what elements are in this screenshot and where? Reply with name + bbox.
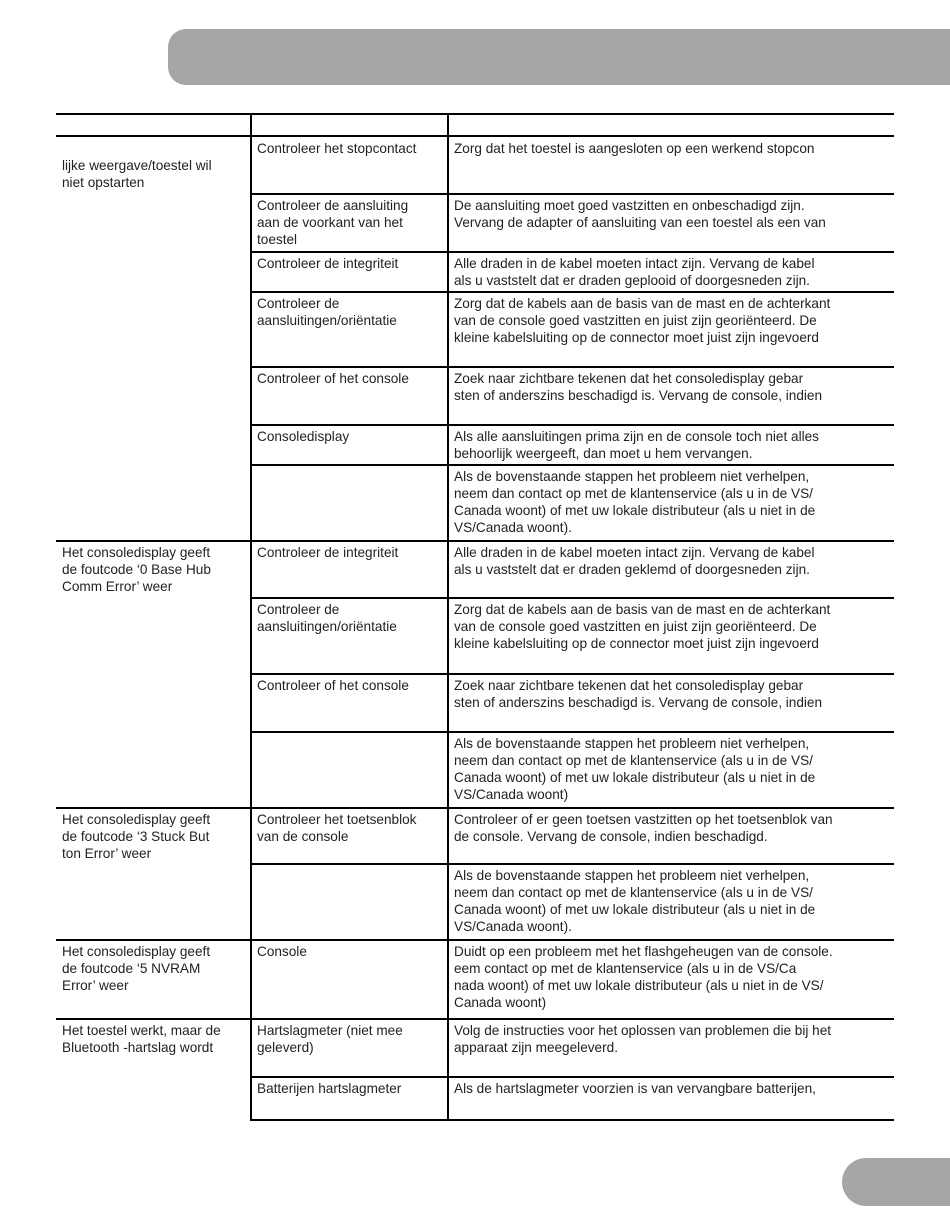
problem-cell: Het consoledisplay geeft de foutcode ‘5 NVRAM Error’ weer [62,944,211,993]
solution-cell: Zorg dat de kabels aan de basis van de mast en de achterkant van de console goed vastzitten en juist zijn georiënteerd. De kleine kabelsluiting op de connector moet juist zijn ingevoerd [454,296,831,345]
item-rule [250,291,894,293]
problem-cell: Het toestel werkt, maar de Bluetooth -hartslag wordt [62,1023,221,1055]
check-cell: Batterijen hartslagmeter [257,1081,402,1096]
solution-cell: Als de bovenstaande stappen het probleem niet verhelpen, neem dan contact op met de klantenservice (als u in de VS/ Canada woont) of met uw lokale distributeur (als u niet in de VS/Canada woont). [454,469,816,535]
solution-cell: Alle draden in de kabel moeten intact zijn. Vervang de kabel als u vaststelt dat er draden geplooid of doorgesneden zijn. [454,256,815,288]
check-cell: Controleer de aansluitingen/oriëntatie [257,602,397,634]
item-rule [250,424,894,426]
column-divider [447,137,449,541]
table-bottom-rule [250,1119,894,1121]
header-top-rule [56,113,894,115]
solution-cell: Als alle aansluitingen prima zijn en de console toch niet alles behoorlijk weergeeft, dan moet u hem vervangen. [454,429,819,461]
column-divider [447,1019,449,1120]
solution-cell: Zorg dat het toestel is aangesloten op een werkend stopcon [454,141,815,156]
group-rule [56,1018,894,1020]
column-divider [250,137,252,541]
check-cell: Console [257,944,307,959]
column-divider [447,940,449,1019]
check-cell: Controleer de aansluiting aan de voorkant van het toestel [257,198,409,247]
item-rule [250,863,894,865]
header-divider [250,113,252,135]
item-rule [250,251,894,253]
solution-cell: Duidt op een probleem met het flashgeheugen van de console. eem contact op met de klantenservice (als u in de VS/Ca nada woont) of met uw lokale distributeur (als u niet in de VS/ Canada woont) [454,944,833,1010]
column-divider [250,808,252,940]
check-cell: Controleer de integriteit [257,545,399,560]
problem-cell: Het consoledisplay geeft de foutcode ‘0 Base Hub Comm Error’ weer [62,545,211,594]
header-bar [168,29,950,85]
problem-cell: lijke weergave/toestel wil niet opstarten [62,158,212,190]
solution-cell: Zorg dat de kabels aan de basis van de mast en de achterkant van de console goed vastzitten en juist zijn georiënteerd. De kleine kabelsluiting op de connector moet juist zijn ingevoerd [454,602,831,651]
solution-cell: De aansluiting moet goed vastzitten en onbeschadigd zijn. Vervang de adapter of aansluiting van een toestel als een van [454,198,826,230]
item-rule [250,464,894,466]
item-rule [250,731,894,733]
check-cell: Controleer de aansluitingen/oriëntatie [257,296,397,328]
header-bottom-rule [56,135,894,137]
item-rule [250,1076,894,1078]
item-rule [250,366,894,368]
solution-cell: Volg de instructies voor het oplossen van problemen die bij het apparaat zijn meegeleverd. [454,1023,832,1055]
item-rule [250,673,894,675]
group-rule [56,540,894,542]
check-cell: Controleer het toetsenblok van de console [257,812,417,844]
column-divider [250,1019,252,1120]
solution-cell: Zoek naar zichtbare tekenen dat het consoledisplay gebar sten of anderszins beschadigd is. Vervang de console, indien [454,371,823,403]
column-divider [447,808,449,940]
check-cell: Hartslagmeter (niet mee geleverd) [257,1023,403,1055]
solution-cell: Als de bovenstaande stappen het probleem niet verhelpen, neem dan contact op met de klantenservice (als u in de VS/ Canada woont) of met uw lokale distributeur (als u niet in de VS/Canada woont) [454,736,816,802]
solution-cell: Alle draden in de kabel moeten intact zijn. Vervang de kabel als u vaststelt dat er draden geklemd of doorgesneden zijn. [454,545,815,577]
item-rule [250,193,894,195]
group-rule [56,807,894,809]
page-number-tab [842,1158,950,1206]
solution-cell: Zoek naar zichtbare tekenen dat het consoledisplay gebar sten of anderszins beschadigd is. Vervang de console, indien [454,678,823,710]
header-divider [447,113,449,135]
item-rule [250,597,894,599]
check-cell: Controleer of het console [257,371,409,386]
group-rule [56,939,894,941]
check-cell: Controleer het stopcontact [257,141,417,156]
check-cell: Controleer de integriteit [257,256,399,271]
problem-cell: Het consoledisplay geeft de foutcode ‘3 Stuck But ton Error’ weer [62,812,211,861]
check-cell: Consoledisplay [257,429,350,444]
solution-cell: Als de hartslagmeter voorzien is van vervangbare batterijen, [454,1081,816,1096]
check-cell: Controleer of het console [257,678,409,693]
solution-cell: Als de bovenstaande stappen het probleem niet verhelpen, neem dan contact op met de klantenservice (als u in de VS/ Canada woont) of met uw lokale distributeur (als u niet in de VS/Canada woont). [454,868,816,934]
column-divider [250,940,252,1019]
solution-cell: Controleer of er geen toetsen vastzitten op het toetsenblok van de console. Vervang de console, indien beschadigd. [454,812,833,844]
